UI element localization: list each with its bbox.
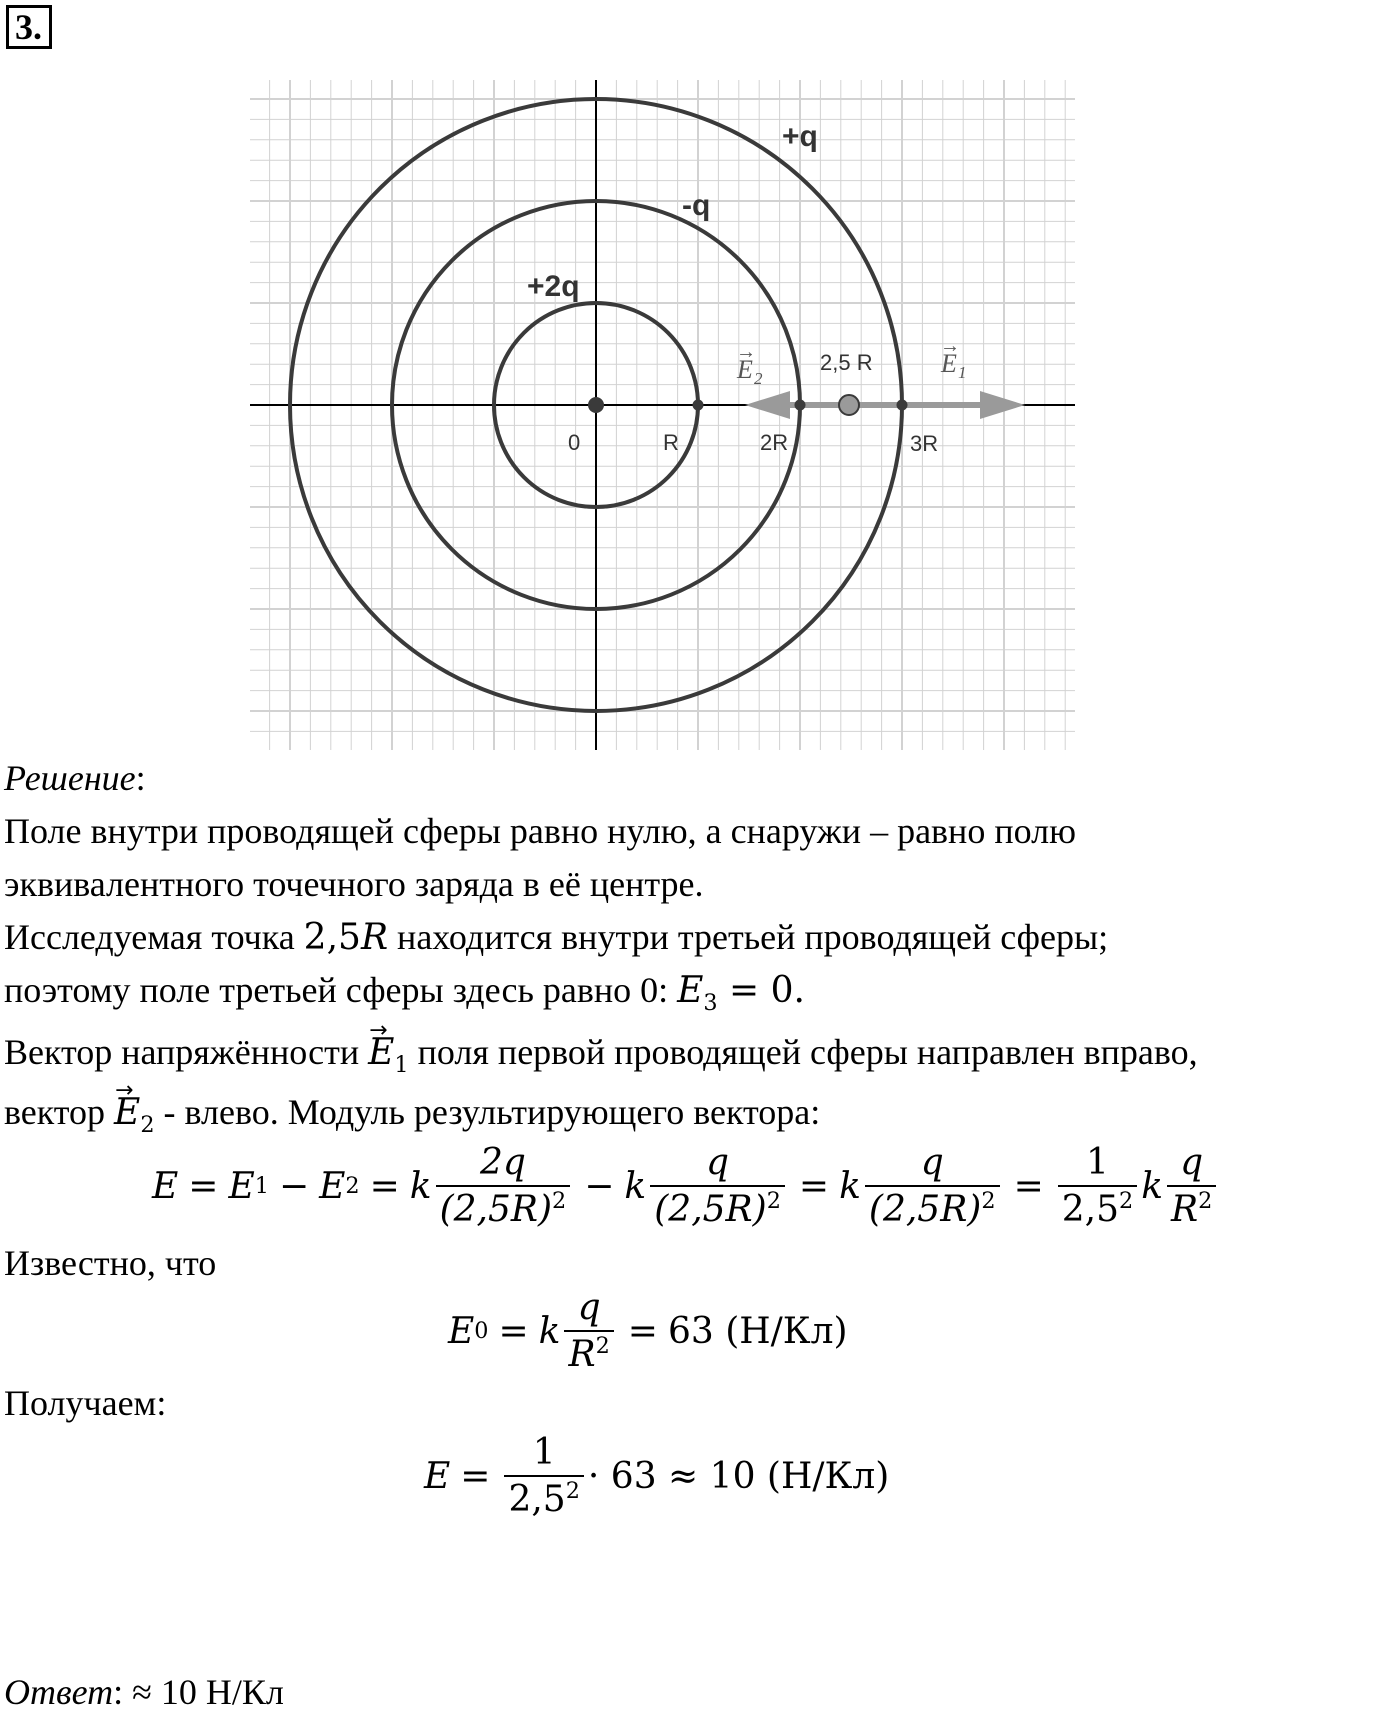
- eq2-num: q: [577, 1287, 601, 1328]
- eq3-equals: =: [460, 1455, 491, 1497]
- eq2-equals: =: [498, 1310, 529, 1352]
- eq3-value: · 63 ≈ 10 (Н/Кл): [587, 1455, 890, 1497]
- eq1-fraction-2: [650, 1142, 785, 1230]
- eq1-f5-den: $R^2$: [1167, 1185, 1216, 1230]
- solution-heading: [4, 758, 146, 798]
- eq1-minus-2: −: [584, 1165, 615, 1207]
- p6-e2-sub: 2: [140, 1112, 155, 1139]
- paragraph-known: Известно, что: [4, 1243, 217, 1283]
- middle-charge-label: -q: [682, 189, 711, 222]
- p5-vector-e1: → E: [368, 1033, 394, 1073]
- p6-text-b: - влево. Модуль результирующего вектора:: [154, 1092, 821, 1132]
- p5-e1-sub: 1: [394, 1052, 409, 1079]
- eq1-equals: =: [188, 1165, 219, 1207]
- p3-r: R: [360, 917, 389, 958]
- inner-charge-label: +2q: [527, 270, 580, 303]
- eq1-equals-3: =: [798, 1165, 830, 1207]
- vector-e1-label: [940, 335, 967, 382]
- eq1-f1-den: $(2,5R)^2$: [436, 1185, 571, 1230]
- p6-vector-e2: → E: [114, 1093, 140, 1133]
- p3-text-d: находится внутри третьей проводящей сферы;: [388, 917, 1109, 957]
- eq1-k-4: k: [1141, 1165, 1164, 1207]
- eq3-e: E: [424, 1455, 451, 1497]
- svg-text:→: →: [940, 335, 960, 357]
- paragraph-5: [4, 1032, 1198, 1079]
- eq1-f2-num: q: [706, 1142, 730, 1183]
- concentric-spheres-diagram: [250, 80, 1075, 750]
- eq1-f5-num: q: [1180, 1142, 1204, 1183]
- vector-e2-head: [745, 391, 790, 419]
- point-3r: [897, 400, 908, 411]
- 3r-label: 3R: [910, 431, 939, 456]
- solution-label: Решение: [4, 758, 136, 798]
- p6-text-a: вектор: [4, 1092, 115, 1132]
- eq1-k-2: k: [624, 1165, 647, 1207]
- eq1-e1: E: [228, 1165, 255, 1207]
- p4-e-sub: 3: [703, 990, 718, 1017]
- svg-text:2: 2: [754, 369, 763, 388]
- svg-text:E: E: [737, 355, 753, 384]
- point-2-5r-label: 2,5 R: [820, 350, 873, 375]
- point-2-5r: [839, 395, 859, 415]
- equation-resultant-field: E = E 1 − E 2 = k $\frac{2q}{(2,5R)^2}$ − k $\frac{q}{(2,5R)^2}$ = k $\frac{q}{(2,5R)^2}$ = $\frac{1}{2,5^2}$ k $\frac{q}{R^2}$: [152, 1140, 1220, 1232]
- 2r-label: 2R: [760, 430, 789, 455]
- equation-final: [424, 1430, 889, 1522]
- p5-text-b: поля первой проводящей сферы направлен вправо,: [408, 1032, 1198, 1072]
- field-vectors: [745, 391, 1025, 419]
- svg-text:1: 1: [958, 363, 967, 382]
- eq1-f4-num: 1: [1086, 1142, 1109, 1183]
- eq1-k: k: [409, 1165, 432, 1207]
- eq1-fraction-1: [436, 1142, 571, 1230]
- outer-charge-label: +q: [782, 120, 818, 153]
- eq3-den: $2,5^2$: [504, 1475, 583, 1520]
- eq3-num: 1: [532, 1432, 556, 1473]
- eq1-e: E: [152, 1165, 179, 1207]
- eq2-value: 63 (Н/Кл): [667, 1310, 848, 1352]
- eq1-k-3: k: [839, 1165, 861, 1207]
- eq1-f1-num: 2q: [479, 1142, 526, 1183]
- eq2-k: k: [538, 1310, 561, 1352]
- problem-number: 3.: [6, 5, 52, 49]
- eq1-equals-2: =: [369, 1165, 400, 1207]
- eq3-fraction: [504, 1432, 583, 1520]
- origin-label: 0: [568, 430, 581, 455]
- svg-text:→: →: [736, 341, 756, 363]
- solution-colon: :: [135, 758, 146, 798]
- vector-e1-head: [980, 391, 1025, 419]
- point-r: [693, 400, 704, 411]
- eq1-f3-num: q: [920, 1142, 944, 1183]
- answer-line: [4, 1672, 284, 1712]
- p4-text: поэтому поле третьей сферы здесь равно 0:: [4, 970, 678, 1010]
- paragraph-3: [4, 917, 1108, 958]
- equation-e0: E 0 = k $\frac{q}{R^2}$ = 63 (Н/Кл): [448, 1287, 848, 1375]
- paragraph-1: Поле внутри проводящей сферы равно нулю, а снаружи – равно полю: [4, 811, 1076, 851]
- eq2-fraction: [564, 1287, 613, 1375]
- eq1-f2-den: $(2,5R)^2$: [650, 1185, 785, 1230]
- svg-text:E: E: [941, 349, 957, 378]
- paragraph-6: [4, 1092, 821, 1139]
- paragraph-4: [4, 970, 805, 1017]
- grid: [250, 80, 1075, 750]
- p3-value: 2,5: [303, 917, 361, 958]
- eq1-equals-4: =: [1013, 1165, 1044, 1207]
- p4-e: E: [677, 970, 704, 1011]
- eq1-fraction-4: [1058, 1142, 1137, 1230]
- eq2-equals-2: =: [627, 1310, 658, 1352]
- p4-rest: = 0.: [717, 970, 805, 1011]
- paragraph-result: Получаем:: [4, 1383, 167, 1423]
- eq1-fraction-3: [865, 1142, 1000, 1230]
- paragraph-2: эквивалентного точечного заряда в её центре.: [4, 864, 704, 904]
- eq1-f4-den: $2,5^2$: [1058, 1185, 1137, 1230]
- eq1-minus: −: [278, 1165, 310, 1207]
- point-2r: [795, 400, 806, 411]
- answer-label: Ответ: [4, 1672, 114, 1712]
- origin-point: [588, 397, 604, 413]
- eq1-fraction-5: [1167, 1142, 1216, 1230]
- r-label: R: [663, 430, 679, 455]
- p5-text-a: Вектор напряжённости: [4, 1032, 369, 1072]
- eq1-f3-den: $(2,5R)^2$: [865, 1185, 1000, 1230]
- eq2-e: E: [448, 1310, 475, 1352]
- eq2-den: $R^2$: [564, 1330, 613, 1375]
- p3-text-a: Исследуемая точка: [4, 917, 304, 957]
- eq1-e2: E: [319, 1165, 346, 1207]
- answer-value: : ≈ 10 Н/Кл: [113, 1672, 284, 1712]
